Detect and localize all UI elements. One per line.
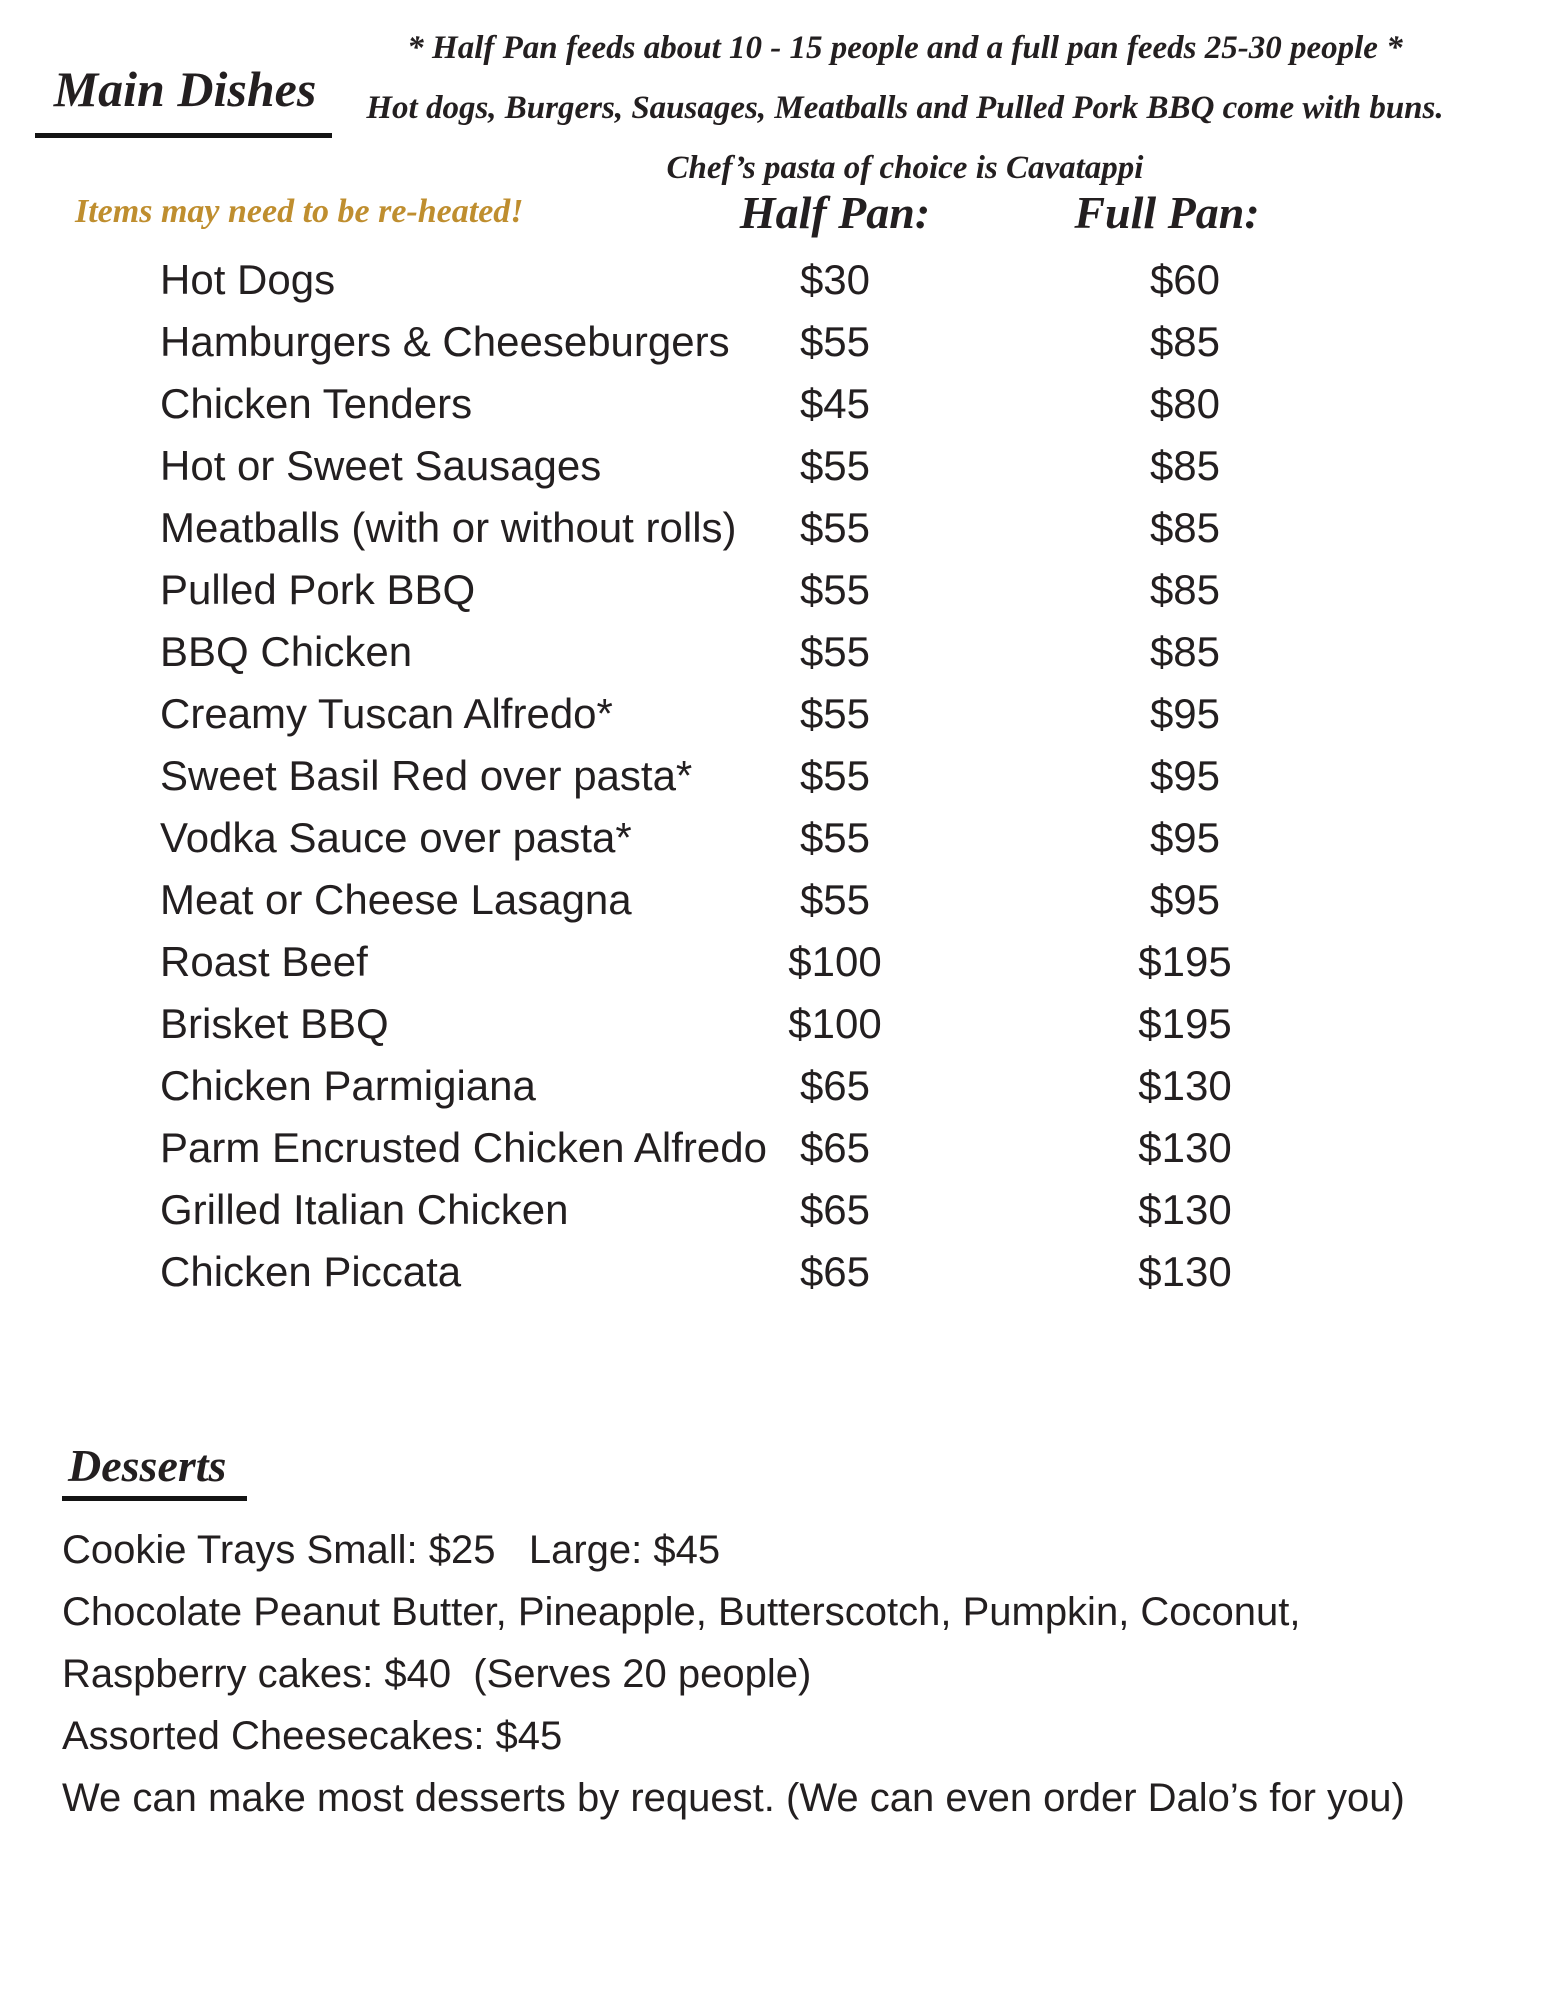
item-name: Hot Dogs: [160, 256, 336, 303]
menu-row: [0, 869, 1545, 931]
header-notes: [330, 18, 1480, 198]
dessert-line: Raspberry cakes: $40 (Serves 20 people): [62, 1652, 812, 1696]
dessert-line: We can make most desserts by request. (We can even order Dalo’s for you): [62, 1776, 1405, 1820]
item-half-pan-price: $55: [799, 566, 871, 613]
column-header-half-pan: Half Pan:: [739, 186, 931, 238]
item-half-pan-price: $55: [799, 690, 871, 737]
menu-row: [0, 993, 1545, 1055]
item-name: Grilled Italian Chicken: [160, 1186, 569, 1233]
item-half-pan-price: $65: [799, 1248, 871, 1295]
item-full-pan-price: $130: [1138, 1248, 1232, 1295]
item-half-pan-price: $55: [799, 814, 871, 861]
desserts-list: [62, 1519, 1542, 1829]
item-name: Brisket BBQ: [160, 1000, 389, 1047]
item-full-pan-price: $130: [1138, 1124, 1232, 1171]
item-full-pan-price: $60: [1149, 256, 1221, 303]
item-name: Creamy Tuscan Alfredo*: [160, 690, 613, 737]
item-half-pan-price: $55: [799, 752, 871, 799]
item-name: Pulled Pork BBQ: [160, 566, 476, 613]
item-name: Roast Beef: [160, 938, 368, 985]
item-full-pan-price: $130: [1138, 1186, 1232, 1233]
menu-row: [0, 1117, 1545, 1179]
item-half-pan-price: $55: [799, 876, 871, 923]
dessert-line: Cookie Trays Small: $25 Large: $45: [62, 1528, 721, 1572]
dessert-line: Assorted Cheesecakes: $45: [62, 1714, 563, 1758]
desserts-underline: [62, 1496, 247, 1501]
item-full-pan-price: $85: [1149, 628, 1221, 675]
menu-row: [0, 249, 1545, 311]
menu-row: [0, 435, 1545, 497]
reheat-warning: Items may need to be re-heated!: [75, 193, 524, 230]
item-name: Meat or Cheese Lasagna: [160, 876, 632, 923]
item-half-pan-price: $55: [799, 628, 871, 675]
item-full-pan-price: $195: [1138, 938, 1232, 985]
item-full-pan-price: $130: [1138, 1062, 1232, 1109]
menu-row: [0, 683, 1545, 745]
item-name: Parm Encrusted Chicken Alfredo: [160, 1124, 767, 1171]
menu-row: [0, 621, 1545, 683]
item-half-pan-price: $65: [799, 1062, 871, 1109]
item-half-pan-price: $45: [799, 380, 871, 427]
note-pan-serving-sizes: * Half Pan feeds about 10 - 15 people and a full pan feeds 25-30 people *: [407, 30, 1403, 66]
menu-table: [0, 249, 1545, 1303]
note-chefs-pasta: Chef’s pasta of choice is Cavatappi: [666, 150, 1144, 186]
item-full-pan-price: $85: [1149, 566, 1221, 613]
item-full-pan-price: $85: [1149, 504, 1221, 551]
menu-row: [0, 373, 1545, 435]
item-half-pan-price: $100: [788, 938, 882, 985]
section-title-desserts: Desserts: [68, 1440, 227, 1491]
item-half-pan-price: $65: [799, 1124, 871, 1171]
item-half-pan-price: $100: [788, 1000, 882, 1047]
item-name: Chicken Tenders: [160, 380, 473, 427]
item-half-pan-price: $55: [799, 504, 871, 551]
menu-row: [0, 807, 1545, 869]
item-name: Meatballs (with or without rolls): [160, 504, 737, 551]
item-name: Sweet Basil Red over pasta*: [160, 752, 693, 799]
item-full-pan-price: $195: [1138, 1000, 1232, 1047]
item-full-pan-price: $95: [1149, 690, 1221, 737]
main-dishes-underline: [35, 133, 332, 138]
item-full-pan-price: $95: [1149, 876, 1221, 923]
menu-row: [0, 1055, 1545, 1117]
item-full-pan-price: $80: [1149, 380, 1221, 427]
menu-row: [0, 1179, 1545, 1241]
menu-row: [0, 311, 1545, 373]
note-comes-with-buns: Hot dogs, Burgers, Sausages, Meatballs and Pulled Pork BBQ come with buns.: [366, 90, 1444, 126]
menu-row: [0, 745, 1545, 807]
item-half-pan-price: $55: [799, 442, 871, 489]
item-name: Hamburgers & Cheeseburgers: [160, 318, 730, 365]
item-full-pan-price: $95: [1149, 814, 1221, 861]
item-half-pan-price: $65: [799, 1186, 871, 1233]
item-name: BBQ Chicken: [160, 628, 413, 675]
item-name: Chicken Parmigiana: [160, 1062, 536, 1109]
item-name: Vodka Sauce over pasta*: [160, 814, 632, 861]
item-half-pan-price: $55: [799, 318, 871, 365]
item-full-pan-price: $95: [1149, 752, 1221, 799]
menu-row: [0, 497, 1545, 559]
item-name: Chicken Piccata: [160, 1248, 462, 1295]
item-name: Hot or Sweet Sausages: [160, 442, 602, 489]
section-title-main-dishes: Main Dishes: [53, 61, 317, 117]
menu-row: [0, 1241, 1545, 1303]
item-half-pan-price: $30: [799, 256, 871, 303]
dessert-line: Chocolate Peanut Butter, Pineapple, Butterscotch, Pumpkin, Coconut,: [62, 1590, 1301, 1634]
item-full-pan-price: $85: [1149, 442, 1221, 489]
menu-row: [0, 931, 1545, 993]
menu-row: [0, 559, 1545, 621]
column-header-full-pan: Full Pan:: [1074, 186, 1260, 238]
table-header-row: [0, 181, 1545, 243]
item-full-pan-price: $85: [1149, 318, 1221, 365]
